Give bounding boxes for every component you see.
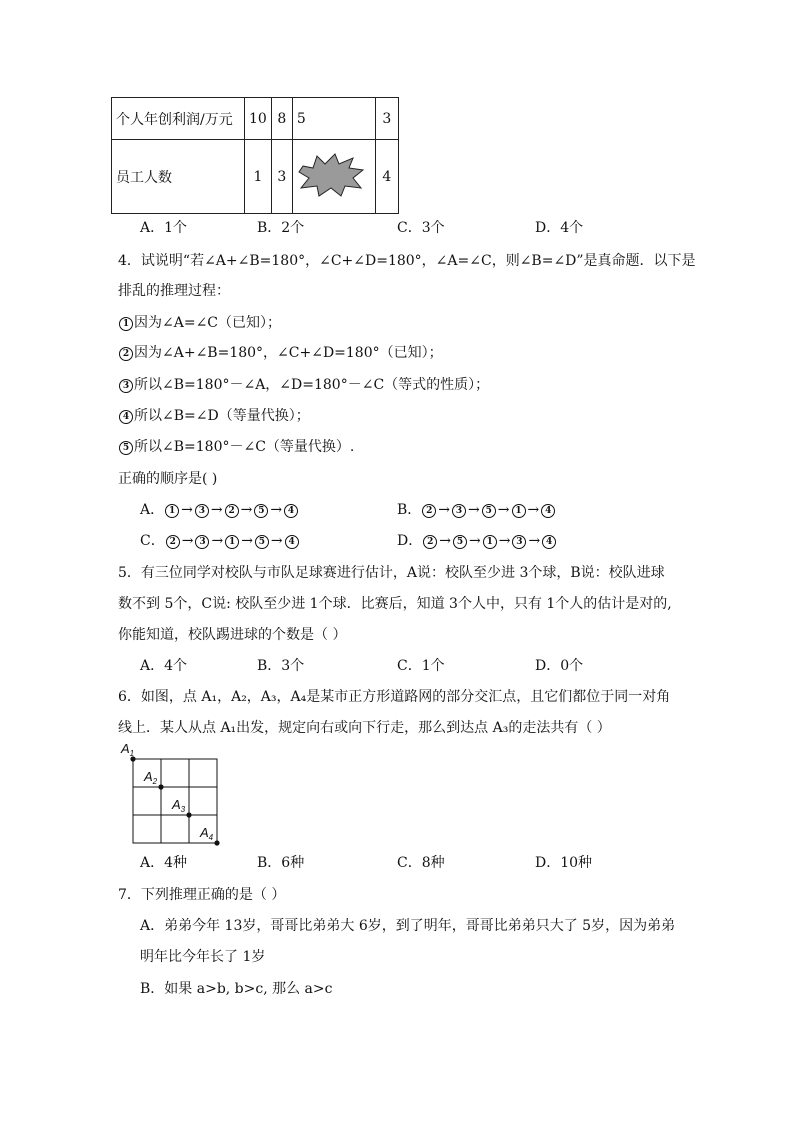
option-label: C． (140, 533, 165, 549)
q4-stem-line1: 4．试说明“若∠A+∠B=180°，∠C+∠D=180°，∠A=∠C，则∠B=∠D”是真命题．以下是 (118, 253, 696, 269)
seq-step: 2 (166, 535, 180, 549)
seq-step: 3 (195, 535, 209, 549)
q6-line1: 6．如图，点 A₁，A₂，A₃，A₄是某市正方形道路网的部分交汇点，且它们都位于同一对角 (118, 689, 671, 705)
q4-step-5 (118, 437, 354, 457)
seq-step: 5 (255, 535, 269, 549)
q3-option-a[interactable]: A．1个 (140, 220, 188, 236)
table-cell: 4 (375, 140, 398, 214)
q7-option-a-line2: 明年比今年长了 1岁 (140, 949, 266, 965)
step-text: 所以∠B=∠D（等量代换）； (134, 408, 310, 424)
seq-step: 1 (483, 535, 497, 549)
q4-step-1 (118, 313, 281, 333)
seq-step: 4 (285, 535, 299, 549)
q4-option-a[interactable]: A． 1 → 3 → 2 → 5 → 4 (140, 500, 299, 520)
q3-option-c[interactable]: C．3个 (397, 220, 445, 236)
option-label: A． (140, 502, 165, 518)
q7-option-b[interactable]: B．如果 a>b, b>c, 那么 a>c (140, 981, 333, 997)
table-row (112, 140, 399, 214)
table-cell: 3 (375, 98, 398, 140)
label-a3: $A_3$ (172, 797, 186, 814)
seq-step: 1 (512, 504, 526, 518)
q4-step-4 (118, 406, 310, 426)
q4-option-d[interactable]: D． 2 → 5 → 1 → 3 → 4 (397, 531, 557, 551)
ink-blot-icon (297, 152, 367, 198)
q4-prompt: 正确的顺序是( ) (118, 471, 218, 487)
table-cell: 10 (245, 98, 272, 140)
table-cell: 5 (292, 98, 375, 140)
q5-line3: 你能知道，校队踢进球的个数是（ ） (118, 627, 347, 643)
seq-step: 5 (254, 504, 268, 518)
q5-line2: 数不到 5个，C说: 校队至少进 1个球．比赛后，知道 3个人中，只有 1个人的估计是对的, (118, 596, 672, 612)
table-cell: 员工人数 (112, 140, 245, 214)
q3-option-d[interactable]: D．4个 (535, 220, 584, 236)
table-row (112, 98, 399, 140)
step-text: 因为∠A=∠C（已知）； (134, 315, 282, 331)
step-text: 所以∠B=180°－∠A，∠D=180°－∠C（等式的性质）； (134, 377, 490, 393)
seq-step: 2 (422, 504, 436, 518)
option-label: D． (397, 533, 423, 549)
seq-step: 3 (195, 504, 209, 518)
seq-step: 3 (452, 504, 466, 518)
q4-step-3 (118, 375, 489, 395)
seq-step: 4 (541, 504, 555, 518)
q6-option-d[interactable]: D．10种 (535, 855, 593, 871)
step-number: 4 (119, 410, 133, 424)
table-cell: 8 (271, 98, 292, 140)
q6-line2: 线上．某人从点 A₁出发，规定向右或向下行走，那么到达点 A₃的走法共有（ ） (118, 720, 611, 736)
seq-step: 4 (284, 504, 298, 518)
point-a2 (158, 784, 163, 789)
q5-option-d[interactable]: D．0个 (535, 658, 584, 674)
q4-step-2 (118, 343, 443, 363)
ink-blot-cell (292, 140, 375, 214)
seq-step: 1 (165, 504, 179, 518)
label-a2: $A_2$ (144, 769, 158, 786)
q4-option-b[interactable]: B． 2 → 3 → 5 → 1 → 4 (397, 500, 556, 520)
point-a4 (214, 840, 219, 845)
option-label: B． (397, 502, 422, 518)
table-cell: 1 (245, 140, 272, 214)
q6-option-c[interactable]: C．8种 (397, 855, 445, 871)
seq-step: 5 (482, 504, 496, 518)
seq-step: 3 (512, 535, 526, 549)
step-number: 3 (119, 379, 133, 393)
q6-option-b[interactable]: B．6种 (257, 855, 305, 871)
q6-option-a[interactable]: A．4种 (140, 855, 188, 871)
label-a1: $A_1$ (121, 741, 135, 758)
q5-line1: 5．有三位同学对校队与市队足球赛进行估计，A说：校队至少进 3个球，B说：校队进球 (118, 565, 665, 581)
seq-step: 2 (423, 535, 437, 549)
q4-stem-line2: 排乱的推理过程： (118, 283, 230, 299)
q3-option-b[interactable]: B．2个 (257, 220, 305, 236)
q5-option-a[interactable]: A．4个 (140, 658, 188, 674)
grid-diagram (118, 740, 228, 850)
q4-option-c[interactable]: C． 2 → 3 → 1 → 5 → 4 (140, 531, 300, 551)
seq-step: 5 (453, 535, 467, 549)
seq-step: 2 (225, 504, 239, 518)
profit-table (111, 97, 399, 214)
q7-stem: 7．下列推理正确的是（ ） (118, 887, 286, 903)
step-number: 1 (119, 317, 133, 331)
step-text: 所以∠B=180°－∠C（等量代换）. (134, 439, 355, 455)
point-a3 (186, 812, 191, 817)
step-number: 5 (119, 441, 133, 455)
q5-option-b[interactable]: B．3个 (257, 658, 305, 674)
q7-option-a-line1[interactable]: A．弟弟今年 13岁，哥哥比弟弟大 6岁，到了明年，哥哥比弟弟只大了 5岁，因为弟弟 (140, 918, 676, 934)
seq-step: 1 (225, 535, 239, 549)
step-number: 2 (119, 347, 133, 361)
step-text: 因为∠A+∠B=180°，∠C+∠D=180°（已知）； (134, 345, 443, 361)
label-a4: $A_4$ (200, 825, 214, 842)
table-cell: 3 (271, 140, 292, 214)
seq-step: 4 (542, 535, 556, 549)
q5-option-c[interactable]: C．1个 (397, 658, 445, 674)
table-cell: 个人年创利润/万元 (112, 98, 245, 140)
